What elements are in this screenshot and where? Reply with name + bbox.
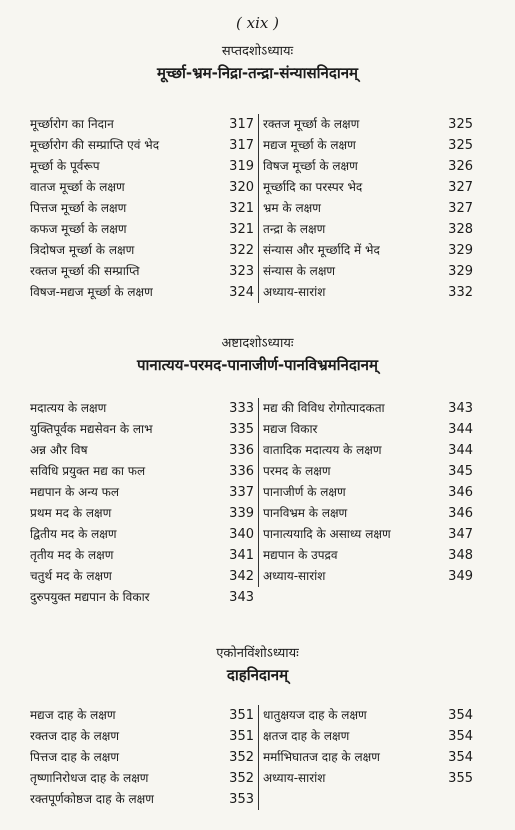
toc-entry[interactable] (259, 566, 471, 587)
right-column (258, 114, 471, 303)
toc-entry[interactable] (259, 398, 471, 419)
entry-title: अध्याय-सारांश (263, 771, 326, 785)
toc-entry[interactable] (259, 177, 471, 198)
entry-page: 327 (448, 180, 473, 195)
entry-page: 325 (448, 117, 473, 132)
entry-page: 322 (229, 243, 254, 258)
toc-entry[interactable] (259, 747, 471, 768)
entry-title: मूर्च्छा के पूर्वरूप (30, 159, 100, 173)
entry-page: 340 (229, 527, 254, 542)
toc-entry[interactable] (259, 135, 471, 156)
entry-title: रक्तज दाह के लक्षण (30, 729, 120, 743)
entry-page: 341 (229, 548, 254, 563)
toc-entry[interactable] (30, 566, 256, 587)
entry-title: रक्तज मूर्च्छा की सम्प्राप्ति (30, 264, 140, 278)
entry-title: क्षतज दाह के लक्षण (263, 729, 350, 743)
entry-title: वातादिक मदात्यय के लक्षण (263, 443, 382, 457)
toc-entry[interactable] (30, 219, 256, 240)
entry-page: 353 (229, 792, 254, 807)
entry-title: मद्यपान के अन्य फल (30, 485, 120, 499)
entry-page: 332 (448, 285, 473, 300)
toc-entry[interactable] (30, 545, 256, 566)
toc-entry[interactable] (30, 135, 256, 156)
chapter-17-heading (0, 42, 515, 84)
entry-page: 349 (448, 569, 473, 584)
entry-title: चतुर्थ मद के लक्षण (30, 569, 112, 583)
toc-entry[interactable] (30, 705, 256, 726)
entry-page: 329 (448, 264, 473, 279)
toc-entry[interactable] (30, 768, 256, 789)
toc-entry[interactable] (259, 156, 471, 177)
entry-title: परमद के लक्षण (263, 464, 331, 478)
entry-title: मद्यज दाह के लक्षण (30, 708, 116, 722)
toc-entry[interactable] (30, 240, 256, 261)
toc-entry[interactable] (30, 198, 256, 219)
entry-title: संन्यास और मूर्च्छादि में भेद (263, 243, 380, 257)
entry-page: 339 (229, 506, 254, 521)
chapter-subtitle: एकोनविंशोऽध्यायः (216, 646, 299, 661)
entry-title: प्रथम मद के लक्षण (30, 506, 112, 520)
entry-page: 346 (448, 485, 473, 500)
entry-title: मदात्यय के लक्षण (30, 401, 107, 415)
toc-entry[interactable] (259, 461, 471, 482)
entry-page: 317 (229, 138, 254, 153)
page-number: ( xix ) (236, 14, 279, 32)
entry-title: मद्यज मूर्च्छा के लक्षण (263, 138, 356, 152)
entry-page: 351 (229, 729, 254, 744)
chapter-title: मूर्च्छा-भ्रम-निद्रा-तन्द्रा-संन्यासनिदानम् (156, 64, 359, 82)
entry-page: 348 (448, 548, 473, 563)
entry-title: कफज मूर्च्छा के लक्षण (30, 222, 127, 236)
entry-page: 354 (448, 708, 473, 723)
toc-entry[interactable] (259, 240, 471, 261)
entry-page: 354 (448, 729, 473, 744)
toc-entry[interactable] (259, 198, 471, 219)
entry-page: 333 (229, 401, 254, 416)
toc-entry[interactable] (259, 768, 471, 789)
toc-entry[interactable] (30, 587, 256, 608)
entry-title: तन्द्रा के लक्षण (263, 222, 326, 236)
chapter-subtitle: सप्तदशोऽध्यायः (221, 44, 294, 59)
entry-page: 325 (448, 138, 473, 153)
toc-entry[interactable] (259, 219, 471, 240)
entry-title: मद्य की विविध रोगोत्पादकता (263, 401, 385, 415)
toc-entry[interactable] (30, 503, 256, 524)
toc-entry[interactable] (259, 114, 471, 135)
toc-entry[interactable] (30, 461, 256, 482)
entry-title: पानाजीर्ण के लक्षण (263, 485, 346, 499)
entry-title: मूर्च्छादि का परस्पर भेद (263, 180, 363, 194)
toc-entry[interactable] (259, 503, 471, 524)
chapter-18-heading (0, 334, 515, 376)
entry-title: मर्माभिघातज दाह के लक्षण (263, 750, 380, 764)
entry-page: 355 (448, 771, 473, 786)
entry-page: 321 (229, 222, 254, 237)
toc-entry[interactable] (259, 726, 471, 747)
entry-title: दुरुपयुक्त मद्यपान के विकार (30, 590, 150, 604)
entry-title: सविधि प्रयुक्त मद्य का फल (30, 464, 146, 478)
entry-title: तृतीय मद के लक्षण (30, 548, 114, 562)
entry-title: पानात्ययादि के असाध्य लक्षण (263, 527, 391, 541)
entry-page: 328 (448, 222, 473, 237)
entry-title: संन्यास के लक्षण (263, 264, 336, 278)
entry-title: मूर्च्छारोग का निदान (30, 117, 114, 131)
entry-page: 345 (448, 464, 473, 479)
chapter-title: पानात्यय-परमद-पानाजीर्ण-पानविभ्रमनिदानम् (137, 356, 378, 374)
toc-entry[interactable] (259, 440, 471, 461)
entry-page: 343 (448, 401, 473, 416)
entry-page: 323 (229, 264, 254, 279)
entry-page: 321 (229, 201, 254, 216)
entry-title: अध्याय-सारांश (263, 569, 326, 583)
entry-title: धातुक्षयज दाह के लक्षण (263, 708, 367, 722)
entry-title: अध्याय-सारांश (263, 285, 326, 299)
toc-entry[interactable] (30, 398, 256, 419)
toc-entry[interactable] (259, 545, 471, 566)
entry-page: 336 (229, 443, 254, 458)
toc-entry[interactable] (30, 282, 256, 303)
chapter-title: दाहनिदानम् (226, 666, 289, 684)
entry-title: त्रिदोषज मूर्च्छा के लक्षण (30, 243, 135, 257)
entry-page: 335 (229, 422, 254, 437)
toc-entry[interactable] (30, 156, 256, 177)
toc-entry[interactable] (30, 482, 256, 503)
right-column (258, 705, 471, 810)
entry-page: 352 (229, 771, 254, 786)
entry-page: 329 (448, 243, 473, 258)
toc-entry[interactable] (259, 482, 471, 503)
entry-page: 347 (448, 527, 473, 542)
entry-page: 337 (229, 485, 254, 500)
left-column (30, 705, 256, 810)
toc-entry[interactable] (259, 282, 471, 303)
left-column (30, 114, 256, 303)
entry-title: मद्यज विकार (263, 422, 318, 436)
entry-title: भ्रम के लक्षण (263, 201, 321, 215)
entry-title: रक्तपूर्णकोष्ठज दाह के लक्षण (30, 792, 154, 806)
entry-title: पानविभ्रम के लक्षण (263, 506, 348, 520)
entry-page: 352 (229, 750, 254, 765)
toc-entry[interactable] (30, 726, 256, 747)
toc-entry[interactable] (30, 177, 256, 198)
entry-title: युक्तिपूर्वक मद्यसेवन के लाभ (30, 422, 153, 436)
entry-title: वातज मूर्च्छा के लक्षण (30, 180, 125, 194)
entry-page: 344 (448, 443, 473, 458)
toc-entry[interactable] (30, 419, 256, 440)
entry-page: 344 (448, 422, 473, 437)
toc-entry[interactable] (30, 789, 256, 810)
entry-title: मूर्च्छारोग की सम्प्राप्ति एवं भेद (30, 138, 160, 152)
entry-page: 317 (229, 117, 254, 132)
entry-title: विषज मूर्च्छा के लक्षण (263, 159, 358, 173)
entry-title: पित्तज मूर्च्छा के लक्षण (30, 201, 127, 215)
toc-entry[interactable] (259, 261, 471, 282)
toc-entry[interactable] (259, 524, 471, 545)
entry-page: 324 (229, 285, 254, 300)
toc-entry[interactable] (259, 419, 471, 440)
entry-page: 336 (229, 464, 254, 479)
entry-title: पित्तज दाह के लक्षण (30, 750, 120, 764)
toc-entry[interactable] (30, 524, 256, 545)
entry-title: द्वितीय मद के लक्षण (30, 527, 117, 541)
entry-title: अन्न और विष (30, 443, 88, 457)
toc-entry[interactable] (30, 747, 256, 768)
entry-page: 342 (229, 569, 254, 584)
right-column (258, 398, 471, 587)
left-column (30, 398, 256, 608)
entry-page: 327 (448, 201, 473, 216)
entry-page: 351 (229, 708, 254, 723)
chapter-subtitle: अष्टादशोऽध्यायः (221, 336, 294, 351)
chapter-19-heading (0, 644, 515, 686)
entry-title: रक्तज मूर्च्छा के लक्षण (263, 117, 360, 131)
entry-page: 319 (229, 159, 254, 174)
entry-title: तृष्णानिरोधज दाह के लक्षण (30, 771, 149, 785)
entry-page: 354 (448, 750, 473, 765)
toc-entry[interactable] (30, 114, 256, 135)
toc-entry[interactable] (30, 440, 256, 461)
entry-page: 320 (229, 180, 254, 195)
toc-entry[interactable] (259, 705, 471, 726)
entry-title: मद्यपान के उपद्रव (263, 548, 338, 562)
entry-page: 343 (229, 590, 254, 605)
toc-entry[interactable] (30, 261, 256, 282)
entry-page: 326 (448, 159, 473, 174)
entry-title: विषज-मद्यज मूर्च्छा के लक्षण (30, 285, 153, 299)
entry-page: 346 (448, 506, 473, 521)
